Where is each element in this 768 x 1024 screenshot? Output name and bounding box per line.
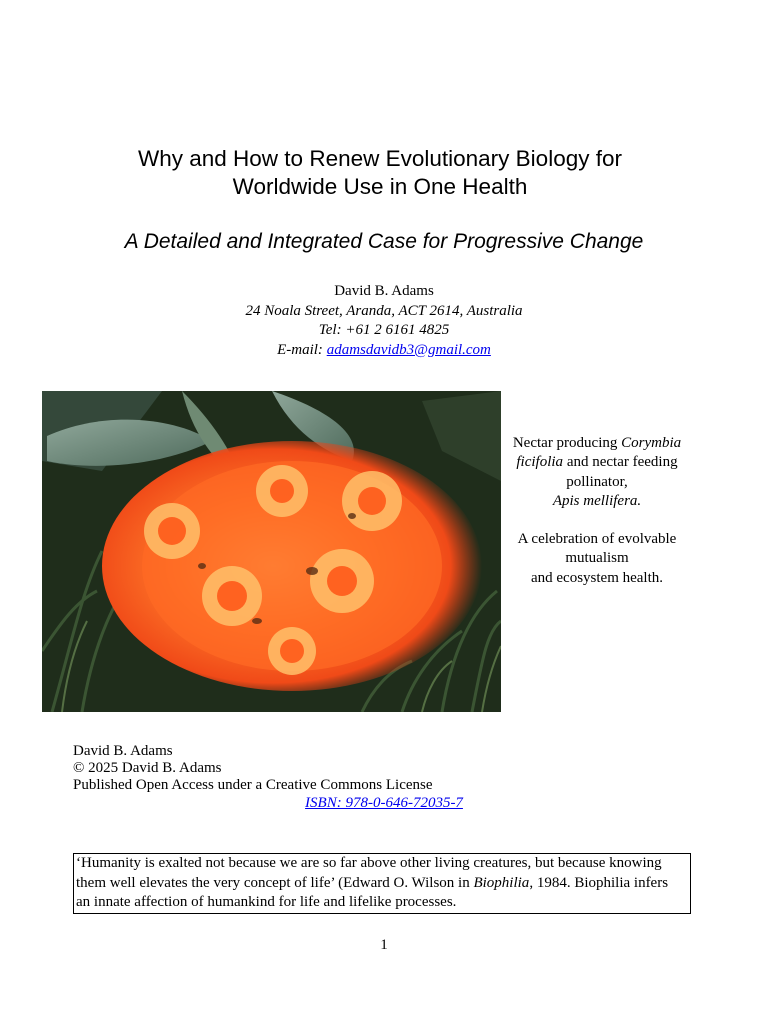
email-label: E-mail: xyxy=(277,341,327,358)
isbn-link[interactable]: ISBN: 978-0-646-72035-7 xyxy=(305,795,463,811)
license-line: Published Open Access under a Creative Commons License xyxy=(73,777,433,793)
author-name: David B. Adams xyxy=(334,283,434,299)
author-telephone: Tel: +61 2 6161 4825 xyxy=(318,322,450,338)
caption-species-text: Nectar producing Corymbia ficifolia and nectar feeding pollinator, Apis mellifera. xyxy=(512,435,682,509)
species-ficifolia: ficifolia xyxy=(516,454,564,471)
email-link[interactable]: adamsdavidb3@gmail.com xyxy=(326,341,491,358)
species-corymbia: Corymbia xyxy=(621,435,682,451)
page-number: 1 xyxy=(380,937,388,953)
author-address: 24 Noala Street, Aranda, ACT 2614, Australia xyxy=(245,302,523,319)
document-subtitle: A Detailed and Integrated Case for Progressive Change xyxy=(124,230,644,253)
author-email-line xyxy=(100,341,668,361)
copyright-line: © 2025 David B. Adams xyxy=(73,760,222,776)
title-line-1: Why and How to Renew Evolutionary Biology for xyxy=(138,146,622,171)
species-apis-mellifera: Apis mellifera. xyxy=(552,492,642,509)
document-title xyxy=(60,145,700,201)
quote-book-title: Biophilia xyxy=(473,874,530,891)
title-line-2: Worldwide Use in One Health xyxy=(232,174,528,199)
imprint-block xyxy=(73,743,693,794)
quote-box: ‘Humanity is exalted not because we are so far above other living creatures, but because knowing them well elevates the very concept of life’ (Edward O. Wilson in Biophilia, 1984. Biophilia infers an innate affection of humankind for life and lifelike processes. xyxy=(73,853,691,914)
isbn-line xyxy=(0,795,768,812)
author-block xyxy=(100,282,668,360)
flower-photo xyxy=(42,391,501,712)
figure-caption xyxy=(504,434,690,588)
imprint-author: David B. Adams xyxy=(73,743,173,759)
caption-celebration-text: A celebration of evolvable mutualism and ecosystem health. xyxy=(517,531,677,586)
